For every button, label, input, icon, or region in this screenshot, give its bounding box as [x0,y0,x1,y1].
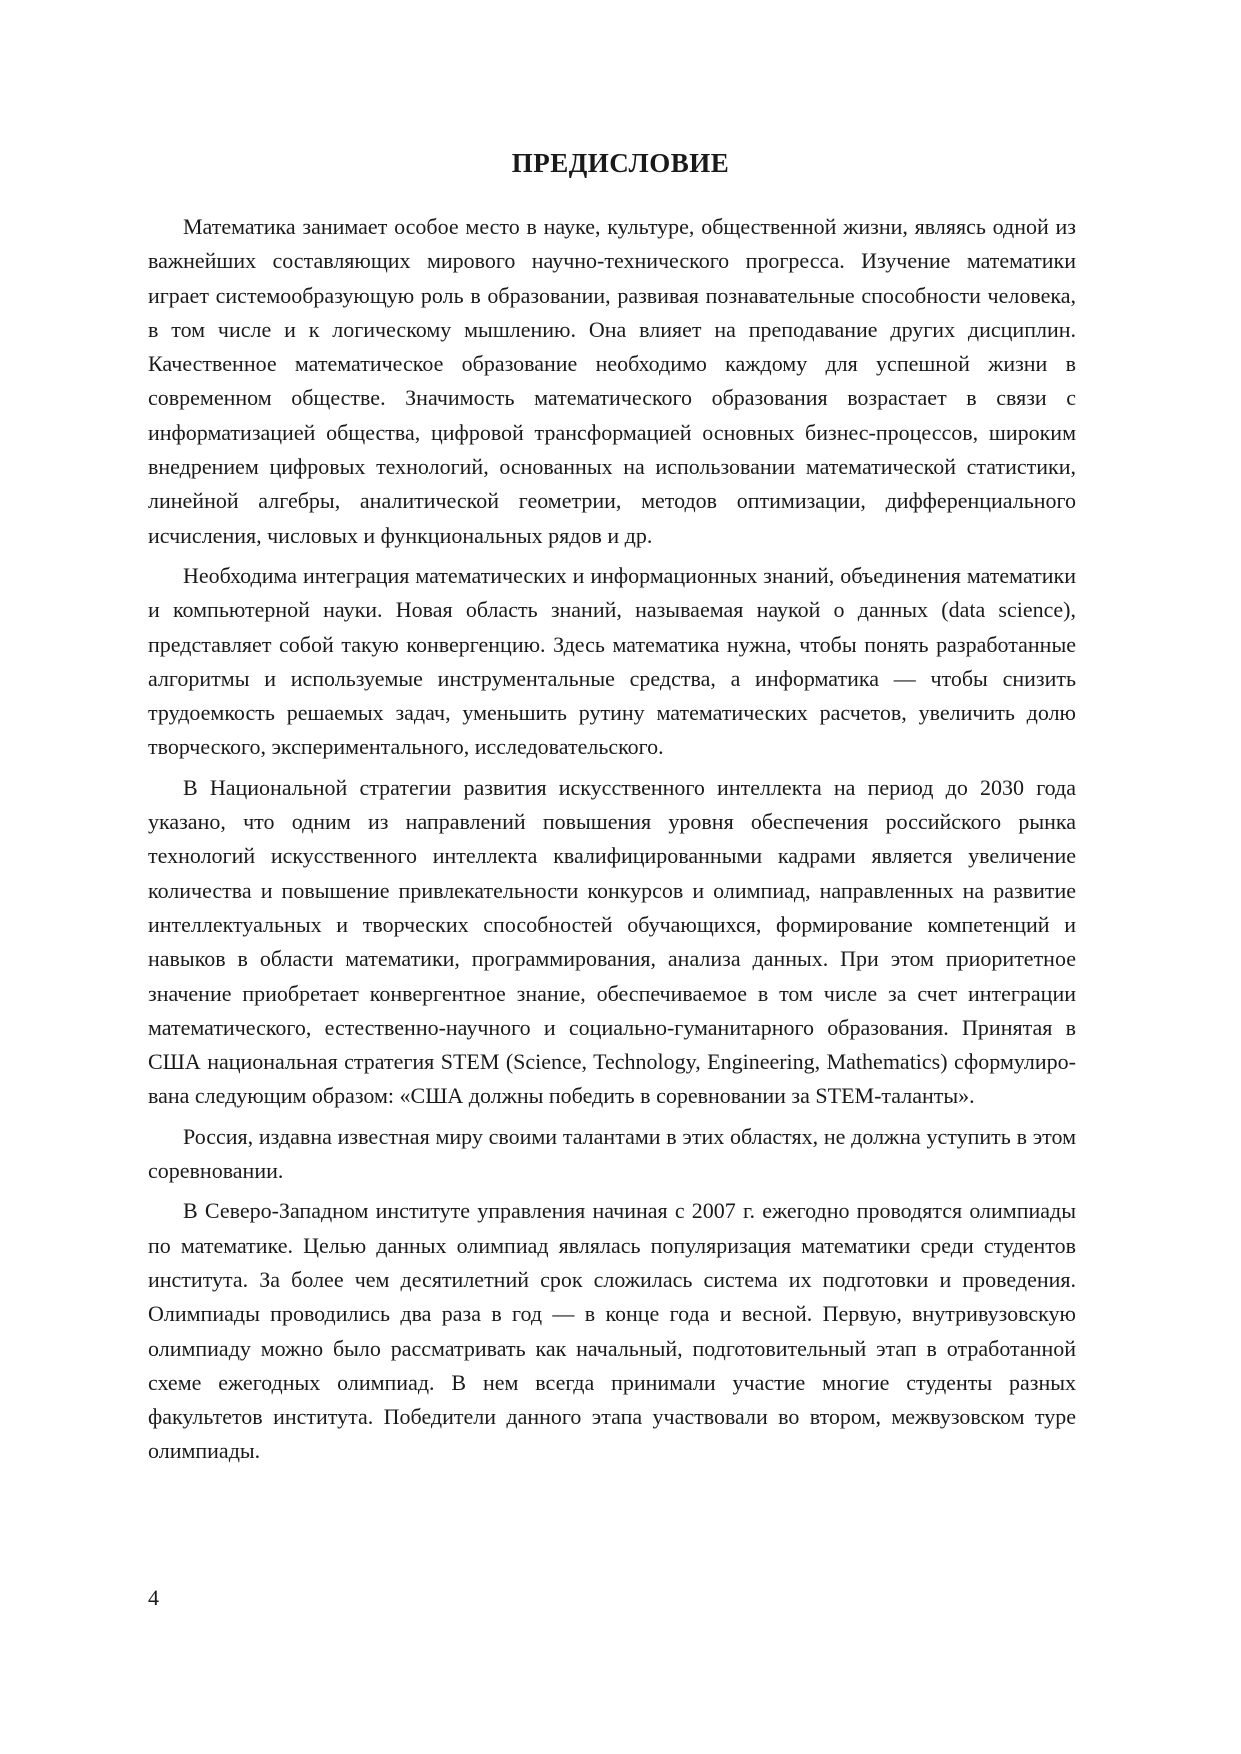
paragraph: В Северо-Западном институте управления начиная с 2007 г. ежегодно проводятся олимпиады по математике. Целью данных олимпиад являлась популяризация математики среди студентов института. За более чем десятилетний срок сложилась система их подготовки и проведения. Олимпиады проводились два раза в год — в конце года и весной. Первую, внутривузовскую олимпиаду можно было рассматривать как начальный, подготовительный этап в отработанной схеме ежегодных олимпиад. В нем всегда принимали участие многие студенты разных факультетов института. Победители данного этапа участвовали во втором, межвузовском туре олимпиады. [148,1198,1076,1464]
paragraph: В Национальной стратегии развития искусственного интеллекта на период до 2030 года указано, что одним из направлений повышения уровня обеспечения российского рынка технологий искусственного интеллекта квалифицированными кадрами является увеличение количества и повышение привлекательности конкурсов и олимпиад, направленных на развитие интеллектуальных и творческих способностей обучающихся, формирование компетенций и навыков в области математики, программирования, анализа данных. При этом приоритетное значение приобретает конвергентное знание, обеспечиваемое в том числе за счет интеграции математического, естественно-научного и социально-гуманитарного образования. Принятая в США национальная стратегия STEM (Science, Technology, Engineering, Mathematics) сформулирована следующим образом: «США должны победить в соревновании за STEM-таланты». [148,774,1076,1109]
page-title: ПРЕДИСЛОВИЕ [511,148,730,178]
body-text [148,210,1076,1475]
paragraph: Россия, издавна известная миру своими талантами в этих областях, не должна уступить в этом соревновании. [148,1123,1076,1184]
paragraph: Математика занимает особое место в науке, культуре, общественной жизни, являясь одной из важнейших составляющих мирового научно-технического прогресса. Изучение математики играет системообразующую роль в образовании, развивая познавательные способности человека, в том числе и к логическому мышлению. Она влияет на преподавание других дисциплин. Качественное математическое образование необходимо каждому для успешной жизни в современном обществе. Значимость математического образования возрастает в связи с информатизацией общества, цифровой трансформацией основных бизнес-процессов, широким внедрением цифровых технологий, основанных на использовании математической статистики, линейной алгебры, аналитической геометрии, методов оптимизации, дифференциального исчисления, числовых и функциональных рядов и др. [148,214,1076,548]
page-number: 4 [148,1585,159,1610]
paragraph: Необходима интеграция математических и информационных знаний, объединения математики и компьютерной науки. Новая область знаний, называемая наукой о данных (data science), представляет собой такую конвергенцию. Здесь математика нужна, чтобы понять разработанные алгоритмы и используемые инструментальные средства, а информатика — чтобы снизить трудоемкость решаемых задач, уменьшить рутину математических расчетов, увеличить долю творческого, экспериментального, исследовательского. [148,562,1076,760]
